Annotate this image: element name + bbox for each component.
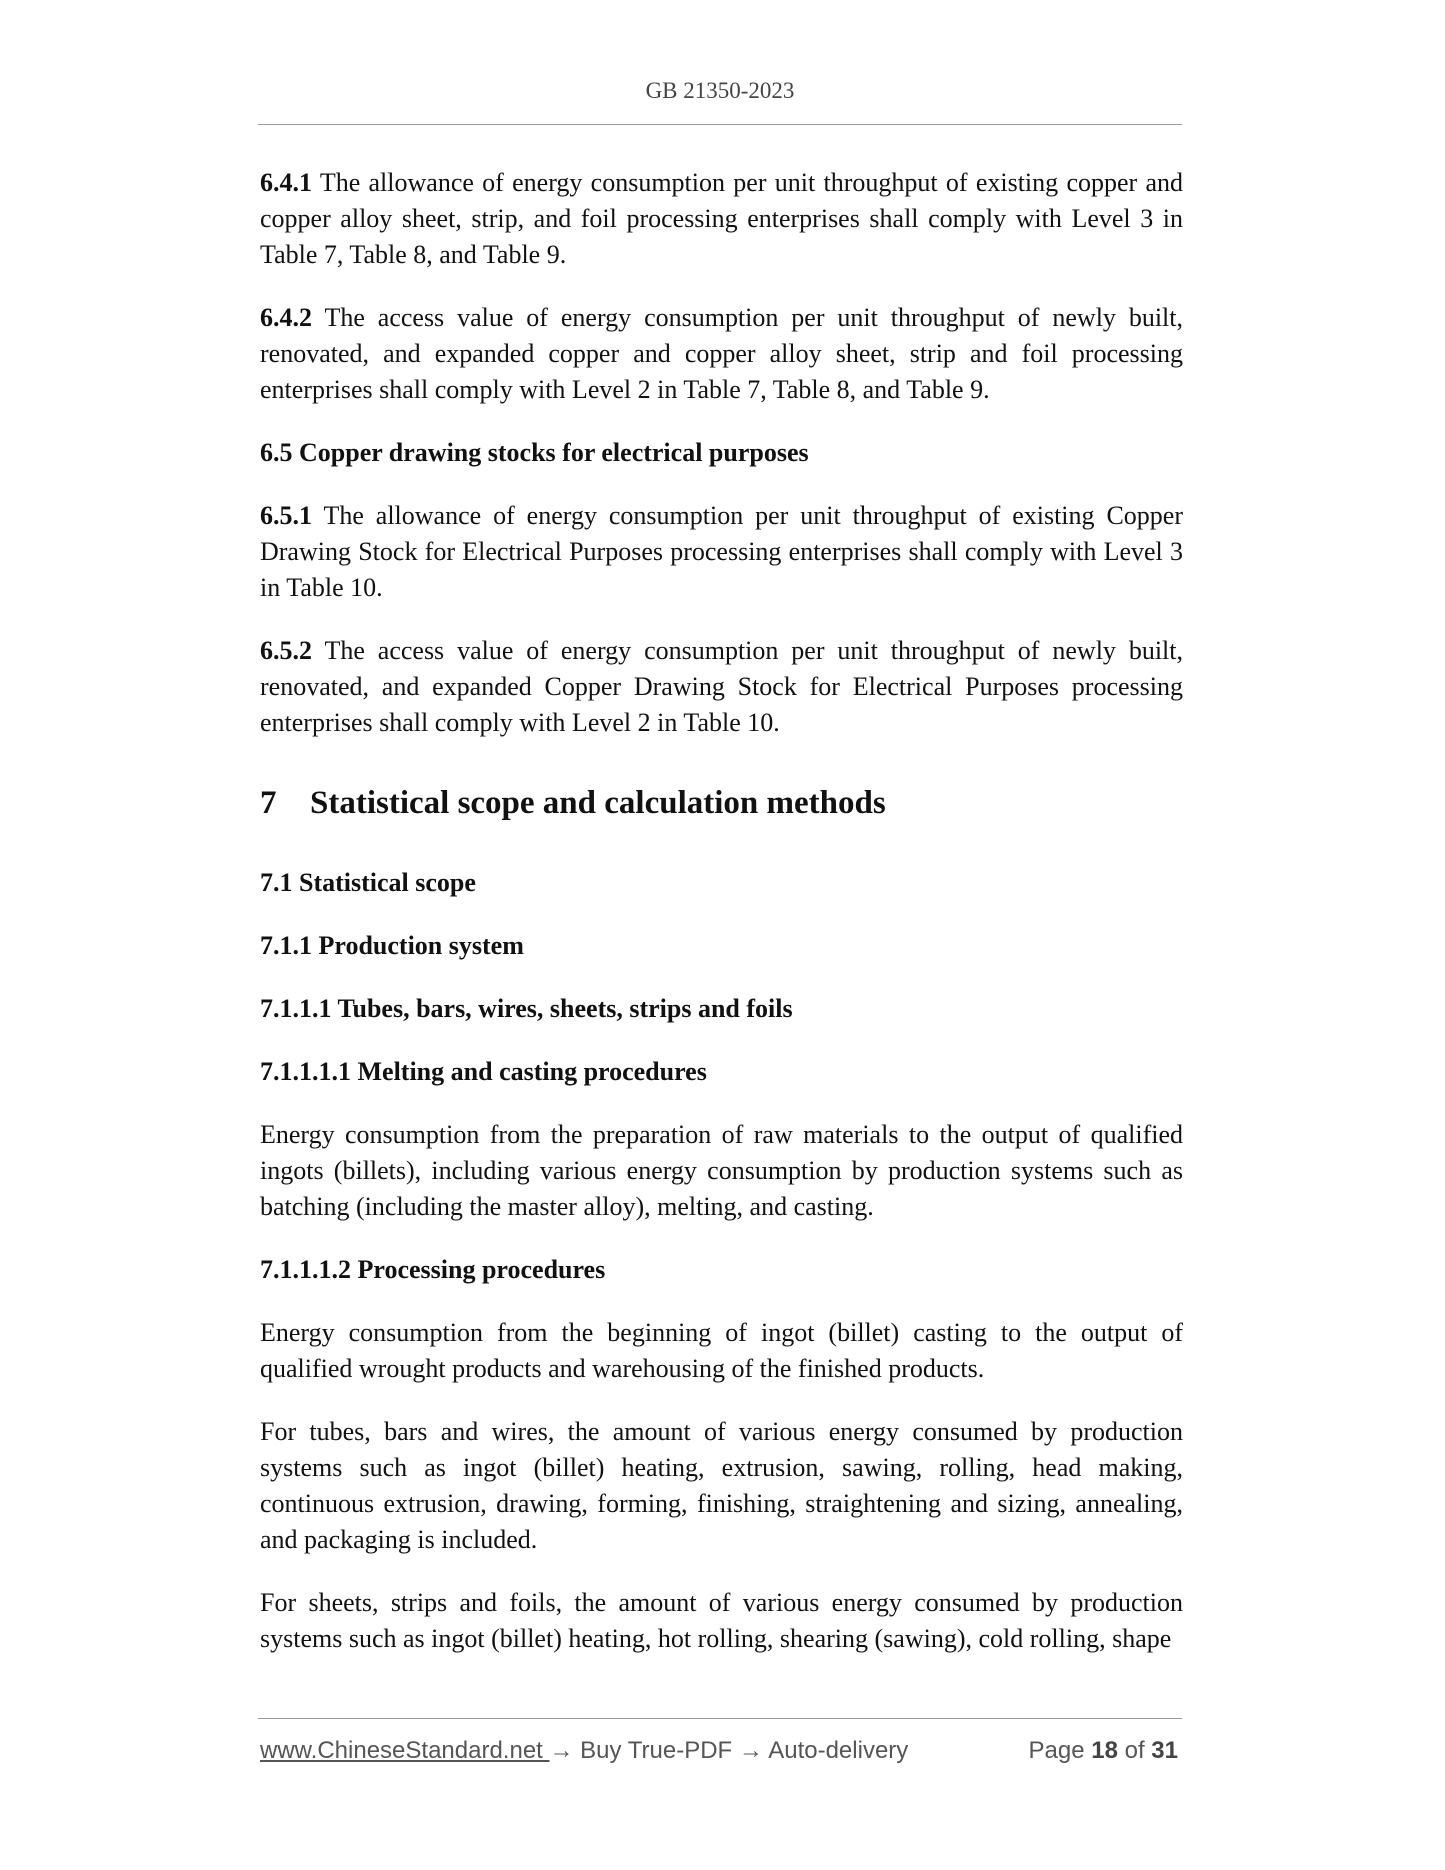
paragraph-processing: Energy consumption from the beginning of ingot (billet) casting to the output of qualified wrought products and warehousing of the finished products. xyxy=(260,1318,1183,1383)
clause-text: The allowance of energy consumption per unit throughput of existing Copper Drawing Stock for Electrical Purposes processing enterprises shall comply with Level 3 in Table 10. xyxy=(260,501,1183,602)
heading-7-1-1-1-1: 7.1.1.1.1 Melting and casting procedures xyxy=(260,1057,707,1086)
total-pages: 31 xyxy=(1151,1737,1178,1764)
clause-text: The access value of energy consumption per unit throughput of newly built, renovated, and expanded Copper Drawing Stock for Electrical Purposes processing enterprises shall comply with Level 2 in Table 10. xyxy=(260,636,1183,737)
delivery-text: Auto-delivery xyxy=(762,1737,909,1764)
arrow-right-icon: → xyxy=(738,1737,763,1764)
page-label: Page xyxy=(1028,1737,1092,1764)
website-link[interactable]: www.ChineseStandard.net xyxy=(260,1737,550,1764)
paragraph-sheets: For sheets, strips and foils, the amount of various energy consumed by production systems such as ingot (billet) heating, hot rolling, shearing (sawing), cold rolling, shape xyxy=(260,1588,1183,1653)
section-title: Statistical scope and calculation methods xyxy=(310,785,886,821)
document-header: GB 21350-2023 xyxy=(645,78,795,103)
page-content xyxy=(260,165,1183,1684)
page-footer xyxy=(260,1737,1180,1765)
clause-number: 6.5.2 xyxy=(260,636,312,665)
clause-6-4-2 xyxy=(260,300,1183,408)
clause-6-5-2 xyxy=(260,633,1183,741)
heading-7-1-1: 7.1.1 Production system xyxy=(260,931,524,960)
section-7-heading xyxy=(260,783,1183,823)
header-divider xyxy=(258,124,1182,125)
page-indicator xyxy=(1029,1737,1178,1765)
heading-7-1-1-1: 7.1.1.1 Tubes, bars, wires, sheets, strips and foils xyxy=(260,994,793,1023)
of-label: of xyxy=(1117,1737,1152,1764)
heading-6-5: 6.5 Copper drawing stocks for electrical purposes xyxy=(260,438,809,467)
clause-text: The allowance of energy consumption per unit throughput of existing copper and copper alloy sheet, strip, and foil processing enterprises shall comply with Level 3 in Table 7, Table 8, and Table 9. xyxy=(260,168,1183,269)
heading-7-1-1-1-2: 7.1.1.1.2 Processing procedures xyxy=(260,1255,606,1284)
clause-number: 6.4.2 xyxy=(260,303,312,332)
clause-6-5-1 xyxy=(260,498,1183,606)
paragraph-tubes: For tubes, bars and wires, the amount of various energy consumed by production systems such as ingot (billet) heating, extrusion, sawing, rolling, head making, continuous extrusion, drawing, forming, finishing, straightening and sizing, annealing, and packaging is included. xyxy=(260,1417,1183,1554)
buy-text: Buy True-PDF xyxy=(573,1737,739,1764)
clause-number: 6.5.1 xyxy=(260,501,312,530)
paragraph-melting: Energy consumption from the preparation of raw materials to the output of qualified ingots (billets), including various energy consumption by production systems such as batching (including the master alloy), melting, and casting. xyxy=(260,1120,1183,1221)
heading-7-1: 7.1 Statistical scope xyxy=(260,868,476,897)
page-number: 18 xyxy=(1091,1737,1118,1764)
clause-number: 6.4.1 xyxy=(260,168,312,197)
clause-6-4-1 xyxy=(260,165,1183,273)
footer-divider xyxy=(258,1718,1182,1719)
section-number: 7 xyxy=(260,785,277,821)
arrow-right-icon: → xyxy=(549,1737,574,1764)
clause-text: The access value of energy consumption per unit throughput of newly built, renovated, and expanded copper and copper alloy sheet, strip and foil processing enterprises shall comply with Level 2 in Table 7, Table 8, and Table 9. xyxy=(260,303,1183,404)
